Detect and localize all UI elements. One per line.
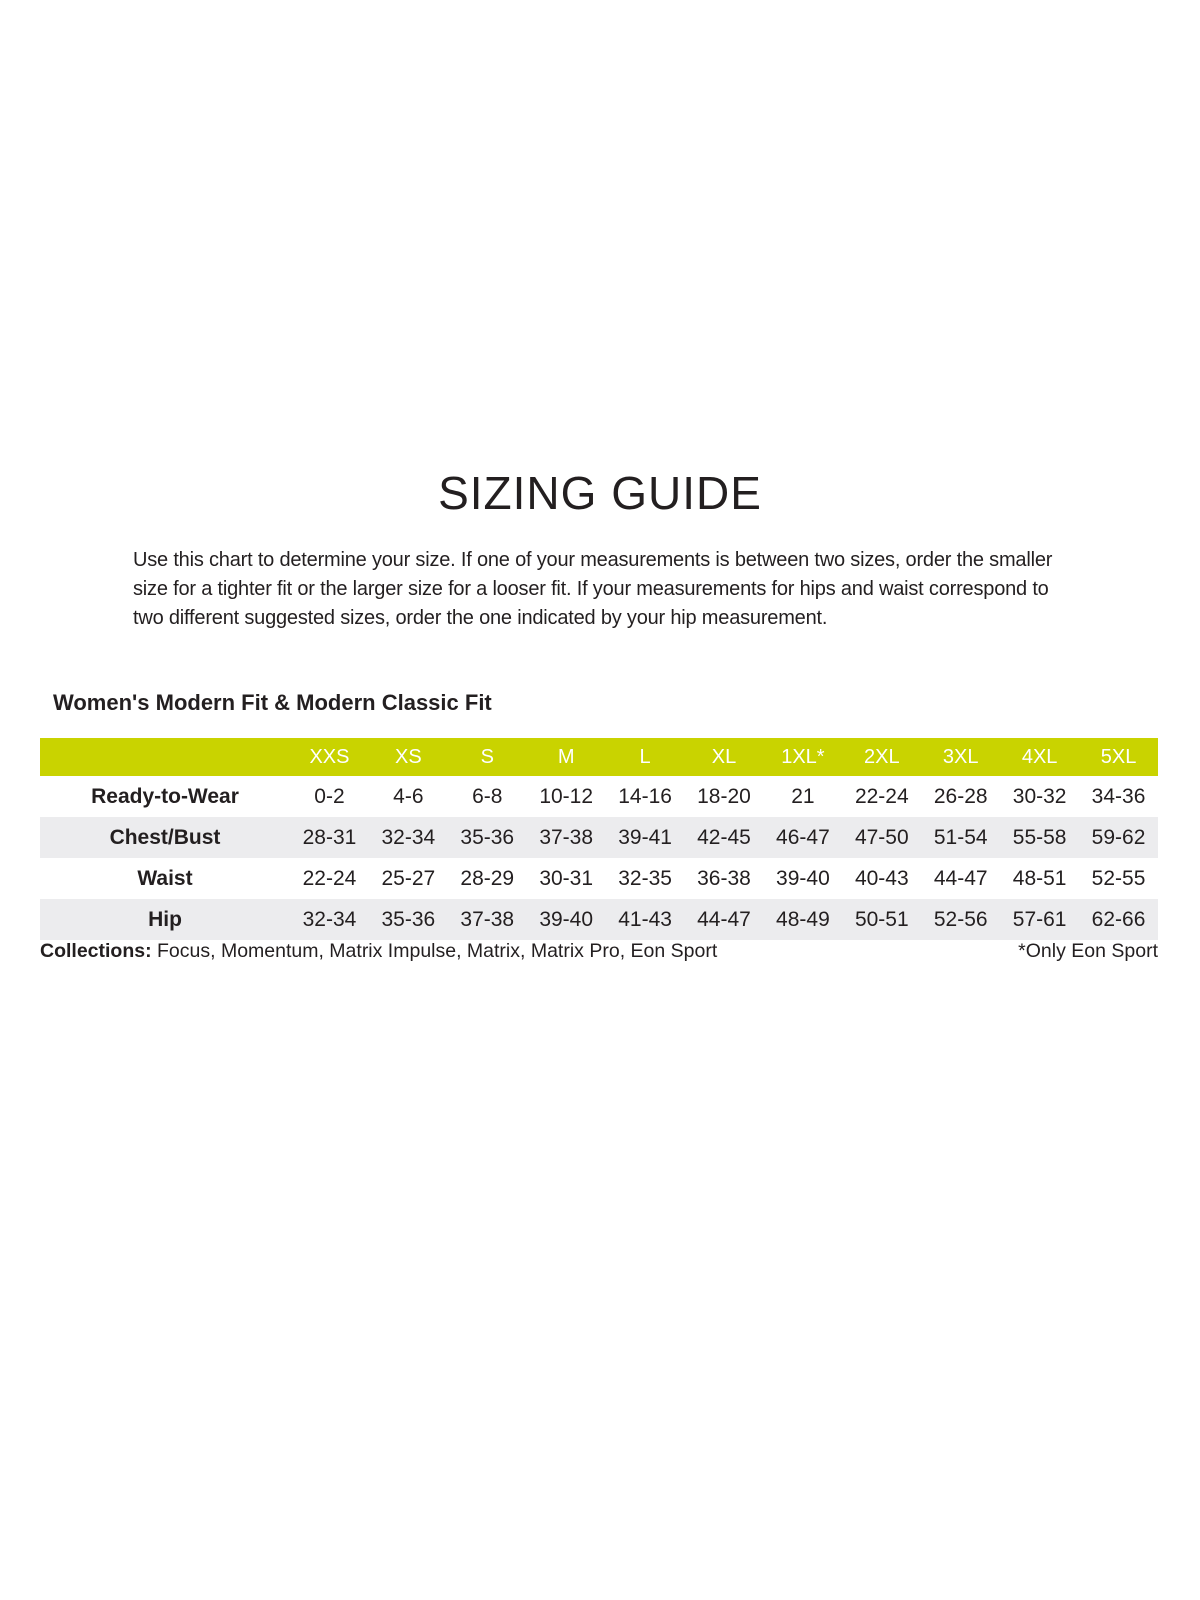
value-hip-l: 41-43 xyxy=(618,907,672,931)
value-hip-xxs: 32-34 xyxy=(302,907,357,931)
column-header-xxs: XXS xyxy=(309,745,350,768)
value-chest-bust-s: 35-36 xyxy=(460,825,515,849)
table-row-waist xyxy=(40,858,1158,899)
value-chest-bust-2xl: 47-50 xyxy=(854,825,909,849)
value-waist-xxs: 22-24 xyxy=(302,866,357,890)
collections-label: Collections: xyxy=(40,940,152,962)
value-ready-to-wear-5xl: 34-36 xyxy=(1091,784,1146,808)
value-ready-to-wear-4xl: 30-32 xyxy=(1012,784,1067,808)
value-chest-bust-m: 37-38 xyxy=(539,825,594,849)
column-header-5xl: 5XL xyxy=(1100,745,1137,768)
value-hip-s: 37-38 xyxy=(460,907,515,931)
value-hip-m: 39-40 xyxy=(539,907,594,931)
column-header-1xl: 1XL* xyxy=(781,745,825,768)
column-header-m: M xyxy=(557,745,575,768)
column-header-xl: XL xyxy=(711,745,737,768)
value-ready-to-wear-2xl: 22-24 xyxy=(854,784,909,808)
value-ready-to-wear-m: 10-12 xyxy=(539,784,594,808)
value-hip-2xl: 50-51 xyxy=(854,907,909,931)
value-chest-bust-xxs: 28-31 xyxy=(302,825,357,849)
column-header-4xl: 4XL xyxy=(1021,745,1058,768)
value-waist-4xl: 48-51 xyxy=(1012,866,1067,890)
column-header-xs: XS xyxy=(395,745,422,768)
value-chest-bust-5xl: 59-62 xyxy=(1091,825,1146,849)
size-table xyxy=(40,738,1158,940)
value-chest-bust-l: 39-41 xyxy=(618,825,672,849)
value-hip-xl: 44-47 xyxy=(697,907,751,931)
value-ready-to-wear-xs: 4-6 xyxy=(393,784,424,808)
row-label-hip: Hip xyxy=(148,907,182,931)
collections-list: Focus, Momentum, Matrix Impulse, Matrix, Matrix Pro, Eon Sport xyxy=(151,940,718,962)
intro-paragraph: Use this chart to determine your size. If one of your measurements is between two sizes, order the smaller size for a tighter fit or the larger size for a looser fit. If your measurements for hips and waist correspond to two different suggested sizes, order the one indicated by your hip measurement. xyxy=(133,549,1053,629)
collections-row xyxy=(40,940,1158,963)
value-ready-to-wear-xl: 18-20 xyxy=(697,784,751,808)
value-waist-m: 30-31 xyxy=(539,866,594,890)
table-row-hip xyxy=(40,899,1158,940)
value-chest-bust-xl: 42-45 xyxy=(697,825,751,849)
value-hip-3xl: 52-56 xyxy=(933,907,988,931)
value-waist-xs: 25-27 xyxy=(381,866,436,890)
value-waist-3xl: 44-47 xyxy=(933,866,988,890)
column-header-2xl: 2XL xyxy=(864,745,900,768)
value-waist-1xl: 39-40 xyxy=(776,866,830,890)
value-chest-bust-xs: 32-34 xyxy=(381,825,436,849)
value-hip-1xl: 48-49 xyxy=(776,907,830,931)
section-heading: Women's Modern Fit & Modern Classic Fit xyxy=(53,690,492,715)
table-header-row xyxy=(40,738,1158,776)
value-ready-to-wear-3xl: 26-28 xyxy=(933,784,988,808)
row-label-ready-to-wear: Ready-to-Wear xyxy=(91,784,239,808)
table-row-chest-bust xyxy=(40,817,1158,858)
row-label-waist: Waist xyxy=(137,866,193,890)
value-waist-5xl: 52-55 xyxy=(1091,866,1146,890)
value-waist-2xl: 40-43 xyxy=(854,866,909,890)
collections-text xyxy=(40,940,717,963)
value-hip-xs: 35-36 xyxy=(381,907,436,931)
value-ready-to-wear-1xl: 21 xyxy=(791,784,815,808)
row-label-chest-bust: Chest/Bust xyxy=(109,825,221,849)
value-hip-4xl: 57-61 xyxy=(1012,907,1067,931)
value-chest-bust-4xl: 55-58 xyxy=(1012,825,1067,849)
value-chest-bust-1xl: 46-47 xyxy=(776,825,830,849)
table-row-ready-to-wear xyxy=(40,776,1158,817)
value-waist-l: 32-35 xyxy=(618,866,672,890)
column-header-3xl: 3XL xyxy=(942,745,979,768)
column-header-s: S xyxy=(480,745,494,768)
value-ready-to-wear-l: 14-16 xyxy=(618,784,672,808)
value-ready-to-wear-xxs: 0-2 xyxy=(314,784,345,808)
footnote: *Only Eon Sport xyxy=(1018,940,1158,962)
value-waist-xl: 36-38 xyxy=(697,866,751,890)
value-chest-bust-3xl: 51-54 xyxy=(933,825,988,849)
value-waist-s: 28-29 xyxy=(460,866,515,890)
value-ready-to-wear-s: 6-8 xyxy=(472,784,503,808)
column-header-l: L xyxy=(639,745,651,768)
value-hip-5xl: 62-66 xyxy=(1091,907,1146,931)
page-title: SIZING GUIDE xyxy=(438,467,762,519)
